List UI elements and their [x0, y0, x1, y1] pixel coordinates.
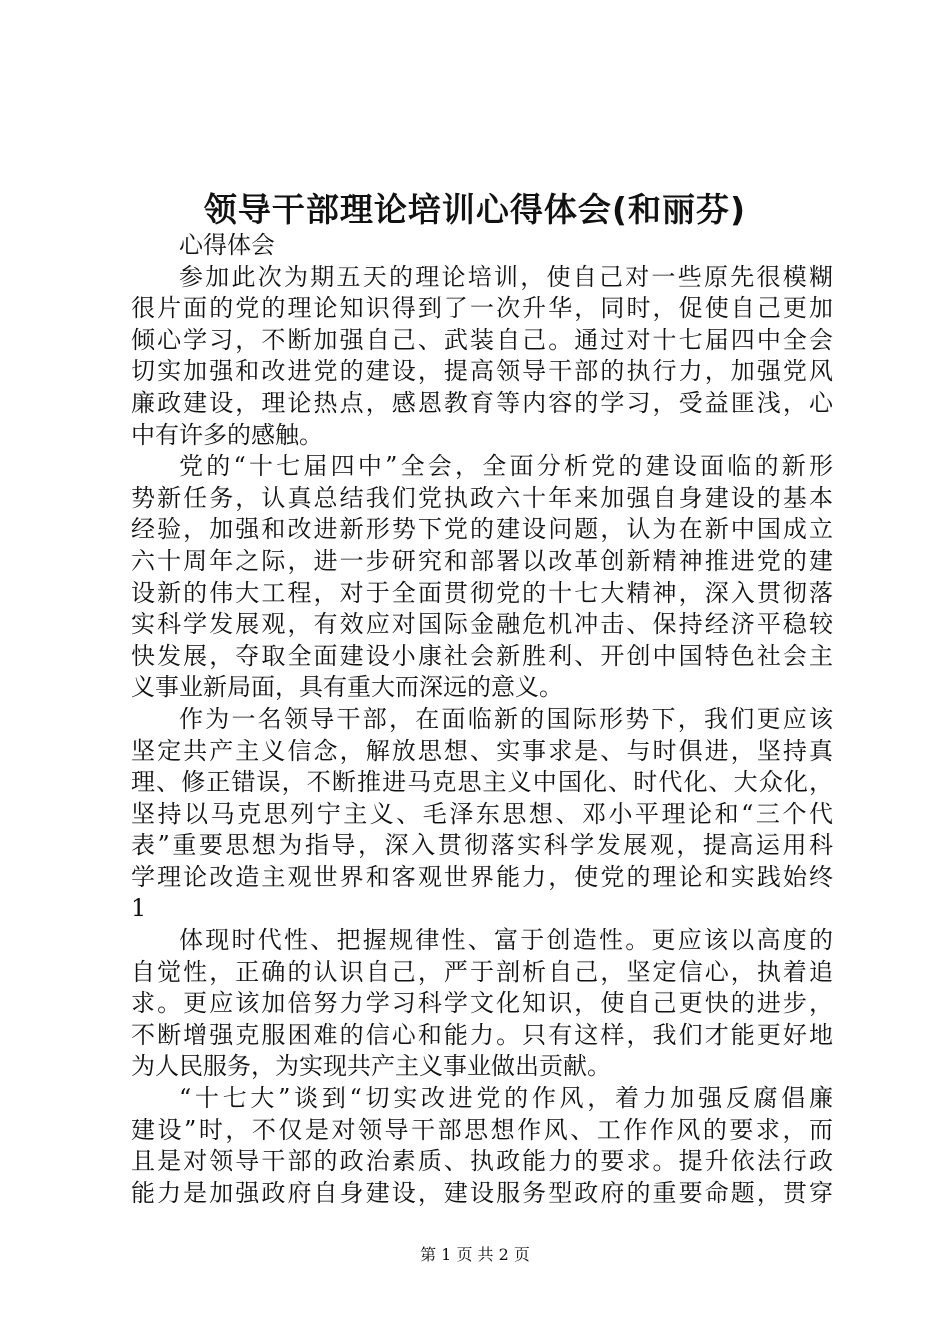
text-line: 六十周年之际，进一步研究和部署以改革创新精神推进党的建: [131, 546, 833, 575]
text-line: 很片面的党的理论知识得到了一次升华，同时，促使自己更加: [131, 294, 833, 323]
text-line: 势新任务，认真总结我们党执政六十年来加强自身建设的基本: [131, 483, 833, 512]
text-line: 表”重要思想为指导，深入贯彻落实科学发展观，提高运用科: [131, 831, 833, 860]
text-line: 自觉性，正确的认识自己，严于剖析自己，坚定信心，执着追: [131, 957, 833, 986]
text-line: 经验，加强和改进新形势下党的建设问题，认为在新中国成立: [131, 515, 833, 544]
text-line: 党的“十七届四中”全会，全面分析党的建设面临的新形: [179, 452, 833, 481]
text-line: 作为一名领导干部，在面临新的国际形势下，我们更应该: [179, 704, 833, 733]
text-line: 不断增强克服困难的信心和能力。只有这样，我们才能更好地: [131, 1020, 833, 1049]
page-title: 领导干部理论培训心得体会(和丽芬): [203, 190, 747, 229]
text-line: 能力是加强政府自身建设，建设服务型政府的重要命题，贯穿: [131, 1178, 833, 1207]
text-line: 设新的伟大工程，对于全面贯彻党的十七大精神，深入贯彻落: [131, 578, 833, 607]
text-line: 且是对领导干部的政治素质、执政能力的要求。提升依法行政: [131, 1147, 833, 1176]
text-line: 求。更应该加倍努力学习科学文化知识，使自己更快的进步，: [131, 989, 833, 1018]
text-line: 参加此次为期五天的理论培训，使自己对一些原先很模糊: [179, 262, 833, 291]
text-line: 倾心学习，不断加强自己、武装自己。通过对十七届四中全会: [131, 325, 833, 354]
text-line: 廉政建设，理论热点，感恩教育等内容的学习，受益匪浅，心: [131, 388, 833, 417]
page-footer: 第 1 页 共 2 页: [420, 1245, 530, 1264]
text-line: 快发展，夺取全面建设小康社会新胜利、开创中国特色社会主: [131, 641, 833, 670]
text-line: 学理论改造主观世界和客观世界能力，使党的理论和实践始终: [131, 862, 833, 891]
text-line: 义事业新局面，具有重大而深远的意义。: [131, 673, 563, 702]
text-line: 理、修正错误，不断推进马克思主义中国化、时代化、大众化，: [131, 768, 833, 797]
section-heading: 心得体会: [179, 231, 275, 259]
text-line: 建设”时，不仅是对领导干部思想作风、工作作风的要求，而: [131, 1115, 833, 1144]
text-line: 坚持以马克思列宁主义、毛泽东思想、邓小平理论和“三个代: [131, 799, 833, 828]
text-line: “十七大”谈到“切实改进党的作风，着力加强反腐倡廉: [179, 1084, 833, 1113]
page-marker: 1: [131, 894, 147, 923]
text-line: 实科学发展观，有效应对国际金融危机冲击、保持经济平稳较: [131, 610, 833, 639]
text-line: 切实加强和改进党的建设，提高领导干部的执行力，加强党风: [131, 357, 833, 386]
text-line: 体现时代性、把握规律性、富于创造性。更应该以高度的: [179, 926, 833, 955]
document-body: [131, 230, 833, 1209]
text-line: 中有许多的感触。: [131, 420, 323, 449]
text-line: 坚定共产主义信念，解放思想、实事求是、与时俱进，坚持真: [131, 736, 833, 765]
text-line: 为人民服务，为实现共产主义事业做出贡献。: [131, 1052, 611, 1081]
